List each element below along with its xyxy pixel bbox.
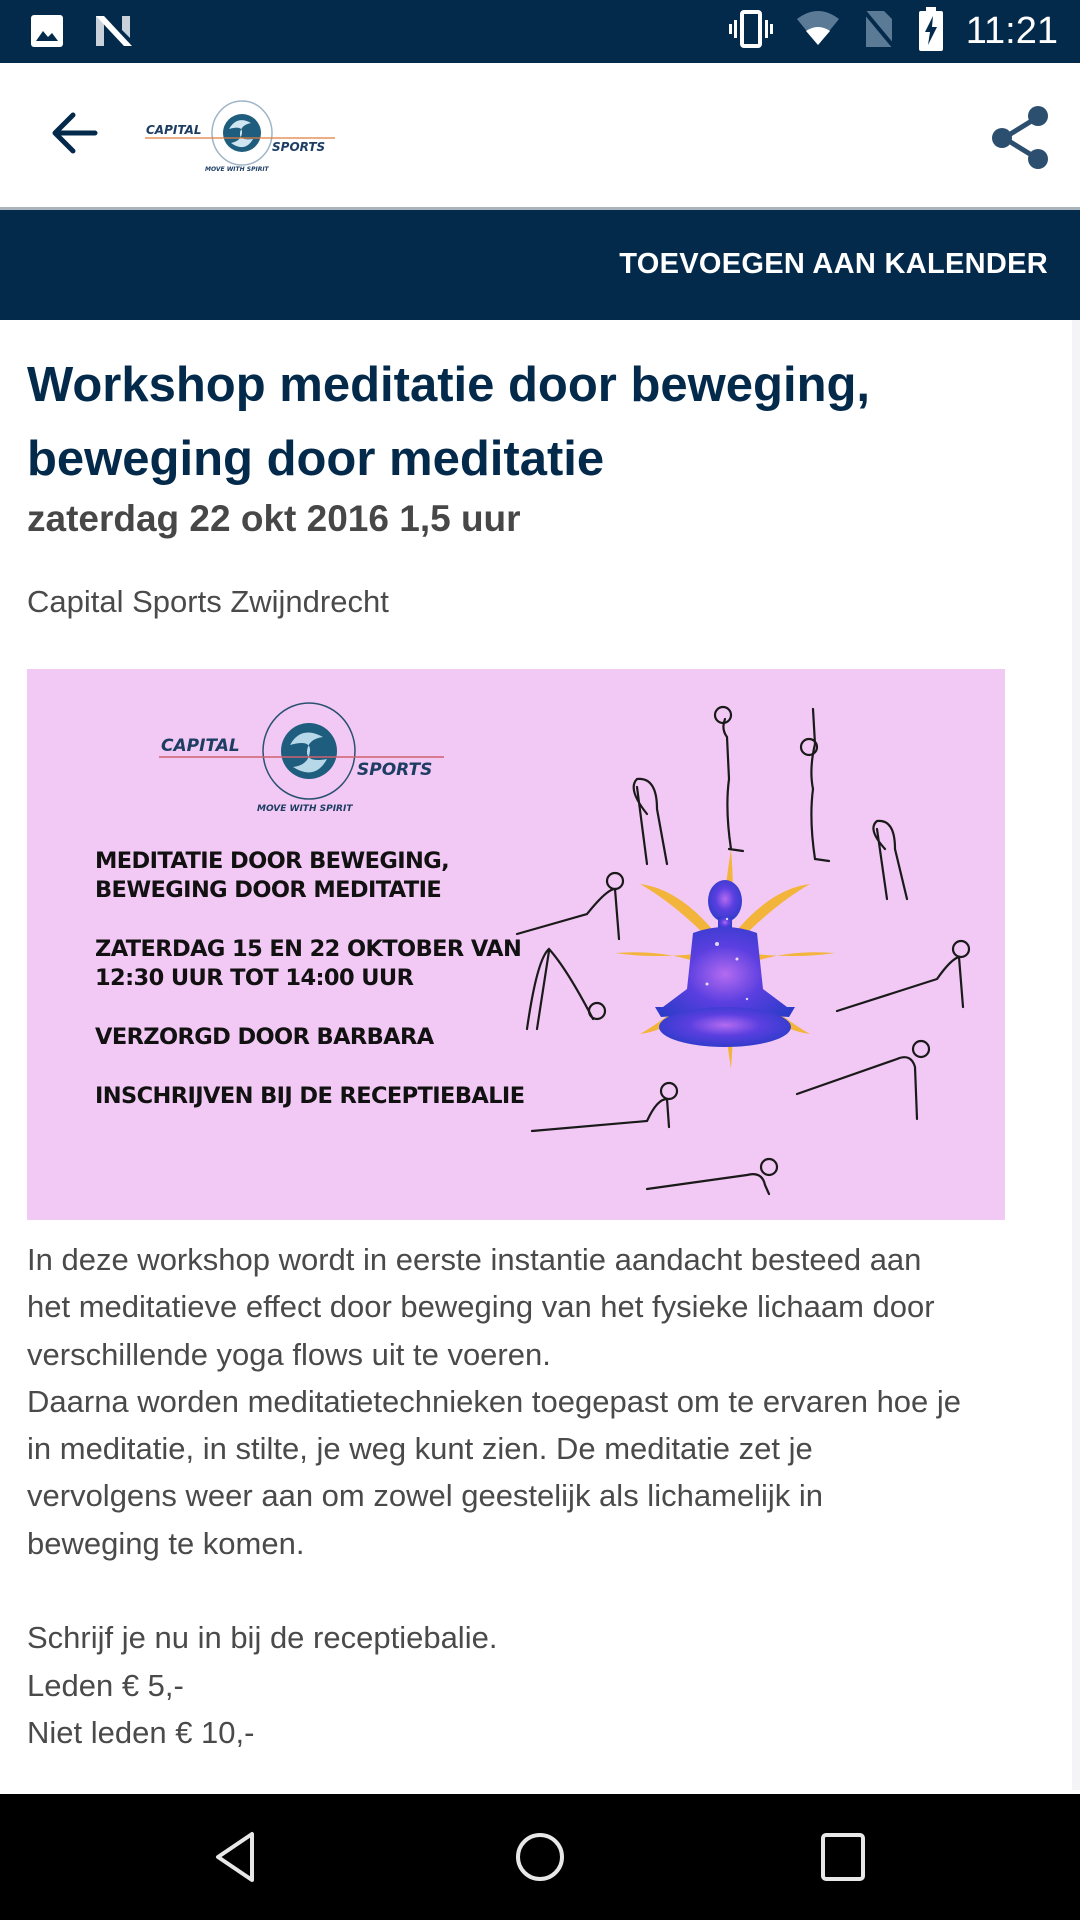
description-line: verschillende yoga flows uit te voeren. bbox=[27, 1336, 551, 1372]
nav-recents-icon bbox=[818, 1830, 868, 1884]
arrow-back-icon bbox=[49, 111, 99, 155]
description-line: het meditatieve effect door beweging van het fysieke lichaam door bbox=[27, 1289, 935, 1325]
signup-instruction: Schrijf je nu in bij de receptiebalie. bbox=[27, 1620, 498, 1656]
image-notification-icon bbox=[30, 14, 64, 53]
n-notification-icon bbox=[94, 14, 134, 53]
vibrate-icon bbox=[728, 9, 774, 54]
share-button[interactable] bbox=[990, 103, 1054, 173]
event-title: Workshop meditatie door beweging, beweging door meditatie bbox=[27, 358, 871, 486]
add-to-calendar-button[interactable]: TOEVOEGEN AAN KALENDER bbox=[619, 248, 1048, 280]
poster-signup: INSCHRIJVEN BIJ DE RECEPTIEBALIE bbox=[95, 1083, 525, 1109]
nav-home-icon bbox=[513, 1830, 567, 1884]
svg-text:CAPITAL: CAPITAL bbox=[161, 736, 240, 756]
svg-text:SPORTS: SPORTS bbox=[272, 140, 326, 154]
svg-text:CAPITAL: CAPITAL bbox=[146, 123, 202, 137]
svg-text:SPORTS: SPORTS bbox=[357, 760, 433, 780]
event-date: zaterdag 22 okt 2016 1,5 uur bbox=[27, 498, 521, 539]
system-nav-bar bbox=[0, 1794, 1080, 1920]
poster-heading-1: MEDITATIE DOOR BEWEGING, bbox=[95, 848, 450, 874]
battery-charging-icon bbox=[918, 7, 944, 56]
nav-back-icon bbox=[212, 1830, 258, 1884]
description-line: In deze workshop wordt in eerste instantie aandacht besteed aan bbox=[27, 1242, 922, 1277]
svg-text:MOVE WITH SPIRIT: MOVE WITH SPIRIT bbox=[205, 166, 269, 173]
poster-date-line-2: 12:30 UUR TOT 14:00 UUR bbox=[95, 965, 414, 991]
nav-recents-button[interactable] bbox=[808, 1824, 878, 1890]
svg-text:MOVE WITH SPIRIT: MOVE WITH SPIRIT bbox=[257, 804, 353, 814]
poster-heading-2: BEWEGING DOOR MEDITATIE bbox=[95, 877, 442, 903]
description-spacer bbox=[27, 1567, 1057, 1614]
description-line: beweging te komen. bbox=[27, 1525, 305, 1561]
clock: 11:21 bbox=[965, 9, 1058, 52]
nav-back-button[interactable] bbox=[200, 1824, 270, 1890]
status-bar bbox=[0, 0, 1080, 63]
capital-sports-logo bbox=[145, 93, 335, 178]
price-members: Leden € 5,- bbox=[27, 1667, 184, 1703]
app-bar bbox=[0, 63, 1080, 207]
scrollbar[interactable] bbox=[1072, 320, 1080, 1790]
nav-home-button[interactable] bbox=[505, 1824, 575, 1890]
calendar-action-bar bbox=[0, 210, 1080, 320]
description-line: Daarna worden meditatietechnieken toegepast om te ervaren hoe je bbox=[27, 1383, 962, 1419]
no-sim-icon bbox=[862, 9, 896, 54]
yoga-illustration bbox=[497, 689, 997, 1214]
description-line: vervolgens weer aan om zowel geestelijk als lichamelijk in bbox=[27, 1478, 824, 1514]
back-button[interactable] bbox=[44, 103, 104, 163]
event-detail bbox=[0, 320, 1080, 1793]
wifi-icon bbox=[796, 11, 840, 52]
share-icon bbox=[990, 103, 1054, 173]
poster-date-line-1: ZATERDAG 15 EN 22 OKTOBER VAN bbox=[95, 936, 522, 962]
price-non-members: Niet leden € 10,- bbox=[27, 1714, 255, 1750]
poster-instructor: VERZORGD DOOR BARBARA bbox=[95, 1024, 434, 1050]
event-description bbox=[27, 1236, 1057, 1756]
event-poster-image bbox=[27, 669, 1005, 1220]
poster-logo bbox=[159, 699, 479, 819]
event-location: Capital Sports Zwijndrecht bbox=[27, 584, 389, 619]
description-line: in meditatie, in stilte, je weg kunt zien. De meditatie zet je bbox=[27, 1431, 813, 1467]
